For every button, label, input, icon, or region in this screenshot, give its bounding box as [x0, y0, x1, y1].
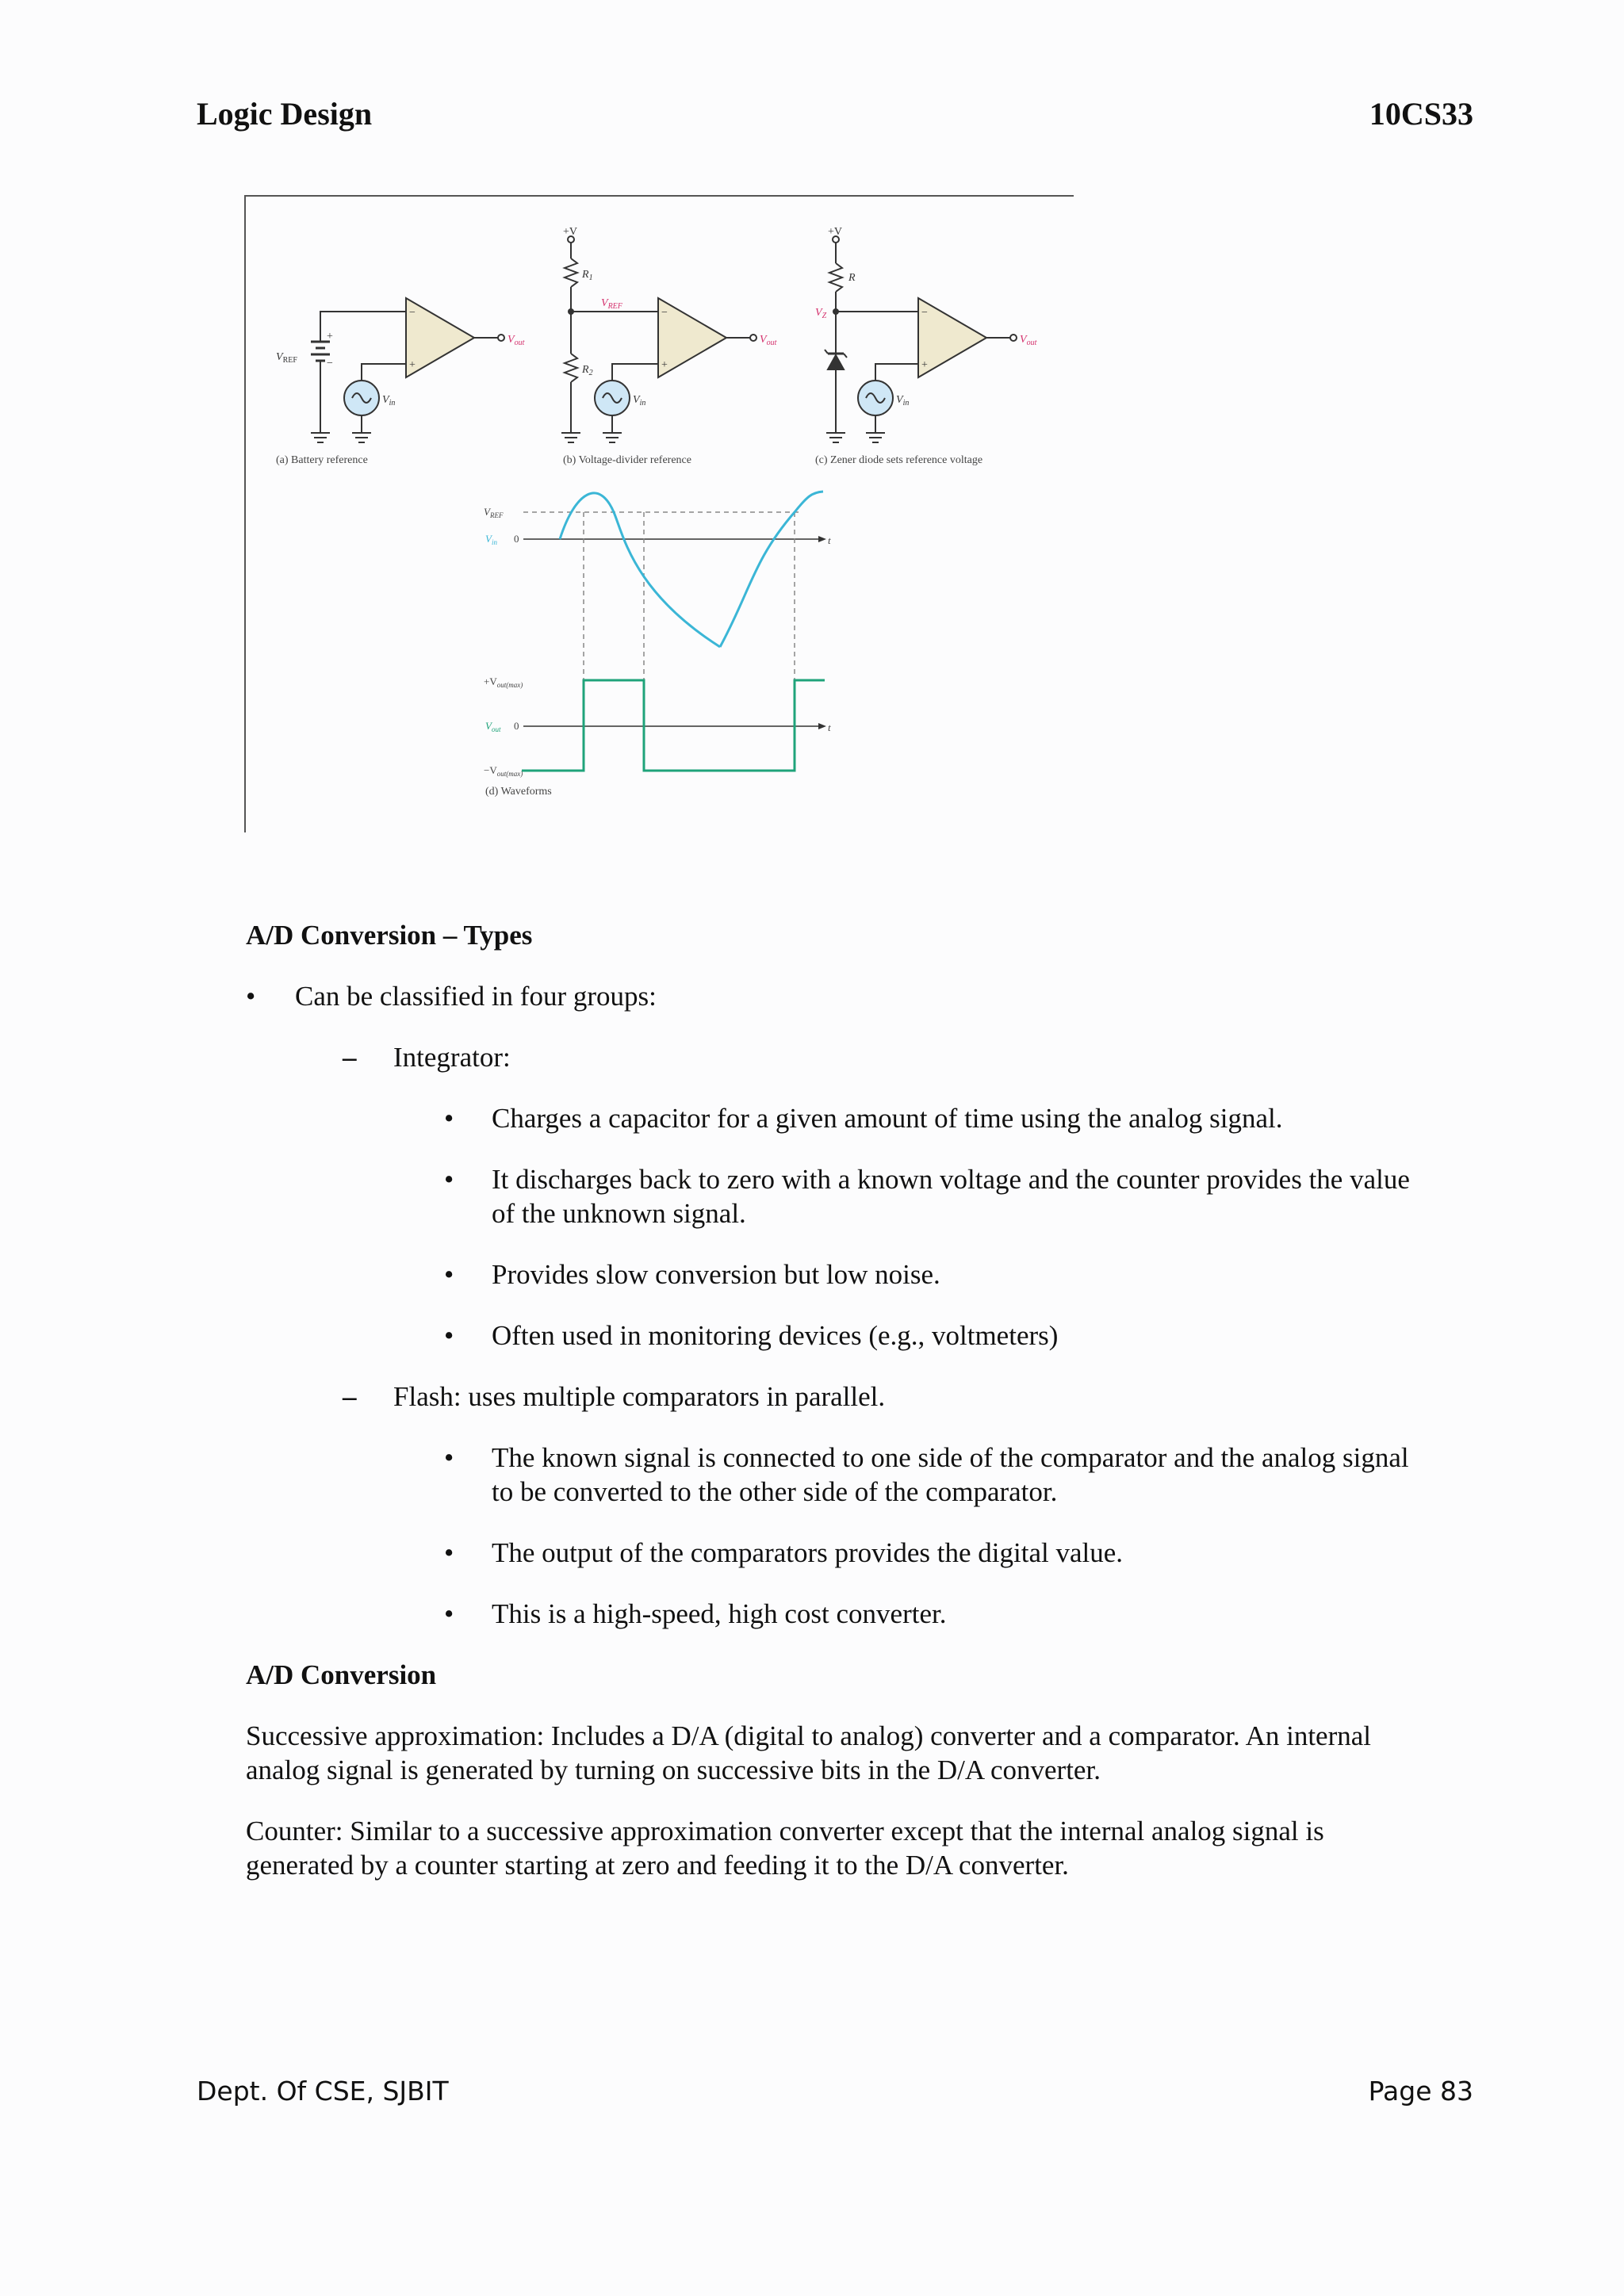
svg-text:Vout: $V_{out}$: [1020, 334, 1037, 347]
svg-text:Vin: $V_{in}$: [382, 394, 396, 408]
list-item: [246, 1441, 1427, 1509]
caption-d: (d) Waveforms: [485, 786, 552, 798]
bullet-marker: •: [444, 1598, 454, 1629]
svg-text:−Vout(max): $-V_{out(max)}$: [484, 764, 523, 778]
svg-text:0: 0: [514, 533, 519, 545]
header-course-code: 10CS33: [1369, 96, 1473, 132]
svg-text:Vin: $V_{in}$: [633, 394, 646, 408]
svg-text:−: −: [327, 358, 333, 369]
bullet-marker: •: [444, 1103, 454, 1134]
svg-text:R1: $R_1$: [582, 269, 593, 282]
list-item: [246, 1257, 1427, 1292]
svg-text:t: t: [828, 534, 831, 546]
paragraph-counter: Counter: Similar to a successive approximation converter except that the internal analog signal is generated by a counter starting at zero and feeding it to the D/A converter.: [246, 1816, 1324, 1881]
svg-text:R: R: [848, 272, 856, 284]
svg-text:VREF: $V_{REF}$: [484, 506, 504, 519]
section-heading-types: A/D Conversion – Types: [246, 920, 533, 951]
list-item: [246, 1318, 1427, 1353]
waveform-plot: [484, 492, 831, 778]
caption-b: (b) Voltage-divider reference: [563, 454, 691, 466]
dash-marker: –: [343, 1042, 357, 1073]
flash-point: The output of the comparators provides the digital value.: [492, 1537, 1124, 1568]
main-content: [246, 918, 1435, 1882]
svg-text:Vin: $V_{in}$: [896, 394, 910, 408]
bullet-marker: •: [444, 1442, 454, 1473]
integrator-point: Provides slow conversion but low noise.: [492, 1259, 940, 1290]
svg-text:+: +: [661, 359, 668, 371]
bullet-marker: •: [444, 1164, 454, 1195]
svg-text:+: +: [327, 331, 333, 342]
svg-text:R2: $R_2$: [582, 364, 593, 377]
svg-text:+Vout(max): $+V_{out(max)}$: [484, 675, 523, 689]
caption-a: (a) Battery reference: [276, 454, 368, 466]
svg-text:−: −: [921, 307, 928, 319]
list-item-flash: [246, 1380, 1435, 1414]
svg-text:−: −: [409, 307, 416, 319]
opamp-a-icon: [406, 298, 474, 377]
svg-text:Vout: $V_{out}$: [485, 720, 501, 733]
bullet-marker: •: [246, 981, 256, 1012]
footer-page-number: Page 83: [1368, 2076, 1473, 2107]
opamp-c-icon: [918, 298, 986, 377]
bullet-text: Can be classified in four groups:: [295, 981, 657, 1012]
svg-text:VREF: $V_{REF}$: [276, 351, 297, 365]
svg-text:VZ: $V_Z$: [815, 307, 827, 320]
svg-text:+: +: [409, 359, 416, 371]
list-item: [246, 1536, 1427, 1570]
integrator-point: Charges a capacitor for a given amount of time using the analog signal.: [492, 1103, 1283, 1134]
list-item: [246, 1162, 1427, 1230]
flash-point: The known signal is connected to one side of the comparator and the analog signal to be converted to the other side of the comparator.: [492, 1442, 1409, 1507]
svg-text:+: +: [921, 359, 928, 371]
bullet-marker: •: [444, 1537, 454, 1568]
vout-square-wave: [522, 680, 825, 771]
caption-c: (c) Zener diode sets reference voltage: [815, 454, 983, 466]
svg-text:t: t: [828, 721, 831, 733]
opamp-b-icon: [658, 298, 726, 377]
header-title: Logic Design: [197, 96, 373, 132]
svg-text:Vout: $V_{out}$: [760, 334, 777, 347]
integrator-point: Often used in monitoring devices (e.g., voltmeters): [492, 1320, 1059, 1351]
bullet-marker: •: [444, 1320, 454, 1351]
list-item: [246, 979, 1435, 1013]
footer-department: Dept. Of CSE, SJBIT: [197, 2076, 449, 2107]
list-item: [246, 1597, 1427, 1631]
flash-point: This is a high-speed, high cost converter.: [492, 1598, 947, 1629]
flash-label: Flash: uses multiple comparators in parallel.: [393, 1381, 886, 1412]
svg-text:+V: +V: [828, 226, 843, 238]
list-item-integrator: [246, 1040, 1435, 1074]
comparator-figure: [244, 195, 1075, 832]
list-item: [246, 1101, 1427, 1135]
bullet-marker: •: [444, 1259, 454, 1290]
integrator-point: It discharges back to zero with a known voltage and the counter provides the value of the unknown signal.: [492, 1164, 1410, 1229]
section-heading-conversion: A/D Conversion: [246, 1659, 437, 1690]
vin-sine-wave: [560, 492, 823, 647]
svg-text:+V: +V: [563, 226, 578, 238]
paragraph-successive-approximation: Successive approximation: Includes a D/A (digital to analog) converter and a comparator. An internal analog signal is generated by turning on successive bits in the D/A converter.: [246, 1720, 1372, 1785]
svg-text:Vout: $V_{out}$: [508, 334, 525, 347]
svg-text:Vin: $V_{in}$: [485, 533, 497, 546]
dash-marker: –: [343, 1381, 357, 1412]
integrator-label: Integrator:: [393, 1042, 511, 1073]
svg-text:0: 0: [514, 720, 519, 732]
svg-text:VREF: $V_{REF}$: [601, 297, 622, 311]
comparator-diagram: [244, 195, 1075, 832]
svg-text:−: −: [661, 307, 668, 319]
